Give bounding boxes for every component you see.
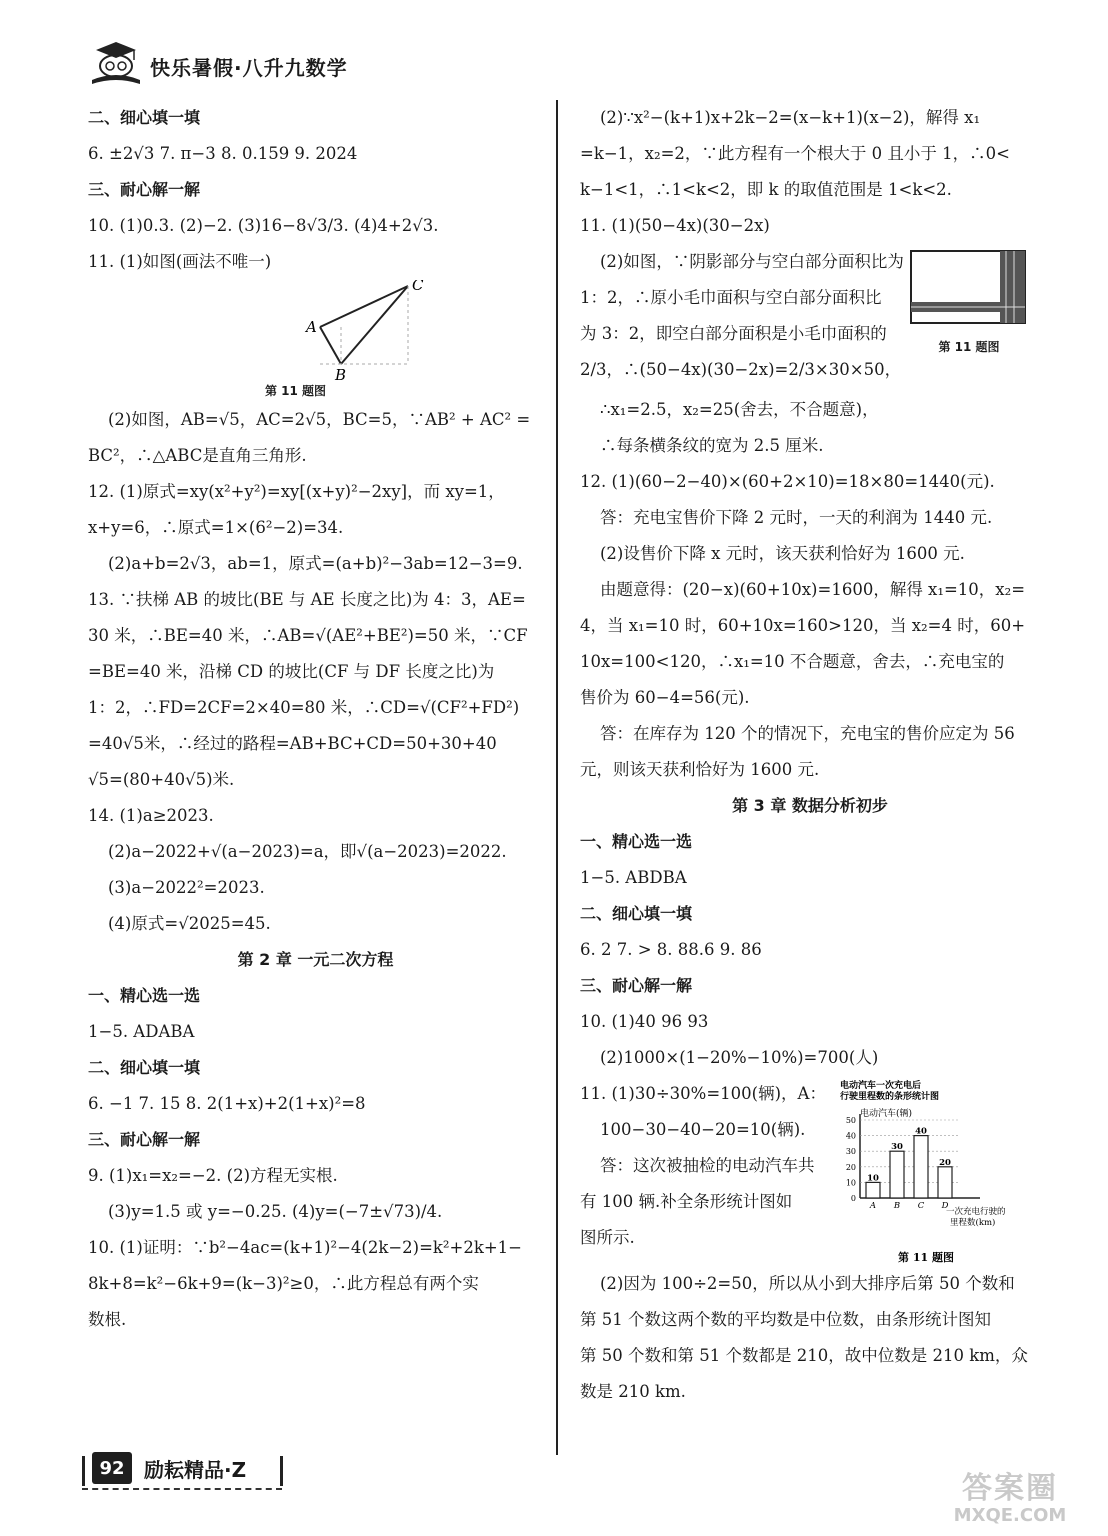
answer-line: 6. −1 7. 15 8. 2(1+x)+2(1+x)²=8 <box>88 1094 366 1113</box>
section-heading: 二、细心填一填 <box>88 1058 201 1077</box>
watermark-url: MXQE.COM <box>953 1505 1067 1526</box>
page-header <box>88 40 388 86</box>
answer-line: 1：2，∴FD=2CF=2×40=80 米，∴CD=√(CF²+FD²) <box>88 698 520 717</box>
answer-line: 8k+8=k²−6k+9=(k−3)²≥0，∴此方程总有两个实 <box>88 1274 479 1293</box>
answer-line: 第 50 个数和第 51 个数都是 210，故中位数是 210 km，众 <box>580 1346 1028 1365</box>
footer-brand: 励耘精品·Z <box>144 1458 247 1482</box>
answer-line: 12. (1)(60−2−40)×(60+2×10)=18×80=1440(元). <box>580 472 995 491</box>
answer-line: 答：在库存为 120 个的情况下，充电宝的售价应定为 56 <box>600 724 1015 743</box>
page-footer <box>78 1452 338 1492</box>
triangle-caption: 第 11 题图 <box>264 384 327 398</box>
answer-line: 1−5. ADABA <box>88 1022 195 1041</box>
towel-text-2: 1：2，∴原小毛巾面积与空白部分面积比 <box>580 288 882 307</box>
triangle-diagram <box>88 280 543 380</box>
chart-text-3: 答：这次被抽检的电动汽车共 <box>600 1156 815 1175</box>
chart-data-label: 20 <box>939 1157 951 1168</box>
chart-bar <box>914 1136 928 1198</box>
chart-ylabel: 电动汽车(辆) <box>860 1109 913 1119</box>
chart-title: 电动汽车一次充电后 行驶里程数的条形统计图 <box>840 1081 940 1102</box>
book-title: 快乐暑假·八升九数学 <box>150 56 348 80</box>
answer-line: 14. (1)a≥2023. <box>88 806 214 825</box>
answer-line: (2)a−2022+√(a−2023)=a，即√(a−2023)=2022. <box>108 842 507 861</box>
right-column <box>580 100 1040 1410</box>
towel-text-3: 为 3：2，即空白部分面积是小毛巾面积的 <box>580 324 887 343</box>
vertex-c-label: C <box>412 280 424 294</box>
chapter-heading: 第 3 章 数据分析初步 <box>732 796 888 815</box>
answer-line: 数是 210 km. <box>580 1382 686 1401</box>
answer-line: 售价为 60−4=56(元). <box>580 688 750 707</box>
chart-xtick-label: D <box>941 1201 949 1211</box>
answer-line: 4，当 x₁=10 时，60+10x=160>120，当 x₂=4 时，60+ <box>580 616 1026 635</box>
answer-line: 30 米，∴BE=40 米，∴AB=√(AE²+BE²)=50 米，∵CF <box>88 626 528 645</box>
answer-line: 10. (1)0.3. (2)−2. (3)16−8√3/3. (4)4+2√3. <box>88 216 439 235</box>
chart-text-1: 11. (1)30÷30%=100(辆)，A： <box>580 1084 826 1103</box>
chart-ytick-label: 50 <box>845 1116 856 1125</box>
answer-line: (3)a−2022²=2023. <box>108 878 265 897</box>
chart-data-label: 40 <box>915 1126 927 1137</box>
answer-line: 11. (1)(50−4x)(30−2x) <box>580 216 770 235</box>
answer-line: 11. (1)如图(画法不唯一) <box>88 252 272 271</box>
chart-xlabel: 一次充电行驶的 里程数(km) <box>946 1207 1006 1228</box>
answer-line: 6. 2 7. > 8. 88.6 9. 86 <box>580 940 762 959</box>
chart-data-label: 10 <box>867 1173 879 1184</box>
answer-line: BC²，∴△ABC是直角三角形. <box>88 446 307 465</box>
answer-line: (2)设售价下降 x 元时，该天获利恰好为 1600 元. <box>600 544 965 563</box>
answer-line: x+y=6，∴原式=1×(6²−2)=34. <box>88 518 344 537</box>
section-heading: 三、耐心解一解 <box>580 976 693 995</box>
answer-line: 元，则该天获利恰好为 1600 元. <box>580 760 820 779</box>
answer-line: 1−5. ABDBA <box>580 868 687 887</box>
answer-line: =BE=40 米，沿梯 CD 的坡比(CF 与 DF 长度之比)为 <box>88 662 495 681</box>
answer-line: √5=(80+40√5)米. <box>88 770 235 789</box>
footer-bar-left <box>82 1456 85 1486</box>
chart-text-4: 有 100 辆.补全条形统计图如 <box>580 1192 793 1211</box>
answer-line: (2)因为 100÷2=50，所以从小到大排序后第 50 个数和 <box>600 1274 1015 1293</box>
chart-data-label: 30 <box>891 1142 903 1153</box>
towel-text-1: (2)如图，∵阴影部分与空白部分面积比为 <box>600 252 904 271</box>
vertex-a-label: A <box>306 318 317 336</box>
watermark <box>935 1472 1085 1528</box>
section-heading: 一、精心选一选 <box>88 986 201 1005</box>
watermark-logo-text: 答案圈 <box>962 1471 1058 1506</box>
towel-text-4: 2/3，∴(50−4x)(30−2x)=2/3×30×50， <box>580 360 902 379</box>
answer-line: 6. ±2√3 7. π−3 8. 0.159 9. 2024 <box>88 144 358 163</box>
section-heading: 三、耐心解一解 <box>88 1130 201 1149</box>
answer-line: 由题意得：(20−x)(60+10x)=1600，解得 x₁=10，x₂= <box>600 580 1026 599</box>
triangle-figure <box>88 280 543 380</box>
chart-ytick-label: 10 <box>845 1178 856 1188</box>
answer-line: 9. (1)x₁=x₂=−2. (2)方程无实根. <box>88 1166 338 1185</box>
answer-line: ∴x₁=2.5，x₂=25(舍去，不合题意)， <box>600 400 879 419</box>
footer-dashed-line <box>82 1488 282 1490</box>
section-heading: 二、细心填一填 <box>88 108 201 127</box>
answer-line: (2)1000×(1−20%−10%)=700(人) <box>600 1048 879 1067</box>
chart-xtick-label: A <box>869 1201 877 1211</box>
chart-text-5: 图所示. <box>580 1228 635 1247</box>
answer-line: 第 51 个数这两个数的平均数是中位数，由条形统计图知 <box>580 1310 991 1329</box>
bar-chart <box>828 1076 1040 1266</box>
section-heading: 一、精心选一选 <box>580 832 693 851</box>
chart-xtick-label: B <box>893 1201 901 1211</box>
answer-line: (3)y=1.5 或 y=−0.25. (4)y=(−7±√73)/4. <box>108 1202 443 1221</box>
answer-line: k−1<1，∴1<k<2，即 k 的取值范围是 1<k<2. <box>580 180 952 199</box>
chart-bar <box>890 1151 904 1198</box>
answer-line: 13. ∵扶梯 AB 的坡比(BE 与 AE 长度之比)为 4：3，AE= <box>88 590 526 609</box>
column-divider <box>556 100 558 1455</box>
chart-bar <box>938 1167 952 1198</box>
answer-line: 答：充电宝售价下降 2 元时，一天的利润为 1440 元. <box>600 508 993 527</box>
reading-owl-logo-icon <box>88 40 144 86</box>
answer-line: =40√5米，∴经过的路程=AB+BC+CD=50+30+40 <box>88 734 497 753</box>
answer-line: 10x=100<120，∴x₁=10 不合题意，舍去，∴充电宝的 <box>580 652 1005 671</box>
answer-line: (4)原式=√2025=45. <box>108 914 271 933</box>
answer-line: ∴每条横条纹的宽为 2.5 厘米. <box>600 436 824 455</box>
answer-line: 数根. <box>88 1310 127 1329</box>
answer-line: (2)∵x²−(k+1)x+2k−2=(x−k+1)(x−2)，解得 x₁ <box>600 108 981 127</box>
answer-line: 10. (1)40 96 93 <box>580 1012 709 1031</box>
chart-text-2: 100−30−40−20=10(辆). <box>600 1120 806 1139</box>
towel-figure <box>910 250 1028 326</box>
answer-line: (2)a+b=2√3，ab=1，原式=(a+b)²−3ab=12−3=9. <box>108 554 523 573</box>
section-heading: 二、细心填一填 <box>580 904 693 923</box>
answer-line: 10. (1)证明：∵b²−4ac=(k+1)²−4(2k−2)=k²+2k+1− <box>88 1238 522 1257</box>
chart-bar <box>866 1182 880 1198</box>
answer-line: (2)如图，AB=√5，AC=2√5，BC=5，∵AB² + AC² = <box>108 410 531 429</box>
answer-line: 12. (1)原式=xy(x²+y²)=xy[(x+y)²−2xy]，而 xy=1， <box>88 482 505 501</box>
chart-ytick-label: 0 <box>850 1194 856 1203</box>
vertex-b-label: B <box>335 366 347 380</box>
chapter-heading: 第 2 章 一元二次方程 <box>237 950 394 969</box>
footer-bar-right <box>280 1456 283 1486</box>
towel-block <box>580 244 1040 392</box>
section-heading: 三、耐心解一解 <box>88 180 201 199</box>
page-number: 92 <box>92 1452 132 1484</box>
towel-caption: 第 11 题图 <box>938 340 1000 354</box>
left-column <box>88 100 543 1338</box>
chart-block <box>580 1076 1040 1266</box>
chart-xtick-label: C <box>917 1201 925 1211</box>
chart-ytick-label: 40 <box>845 1131 856 1141</box>
chart-ytick-label: 20 <box>845 1162 856 1172</box>
answer-line: =k−1，x₂=2，∵此方程有一个根大于 0 且小于 1，∴0< <box>580 144 1010 163</box>
chart-ytick-label: 30 <box>845 1147 856 1157</box>
chart-caption: 第 11 题图 <box>898 1251 954 1264</box>
